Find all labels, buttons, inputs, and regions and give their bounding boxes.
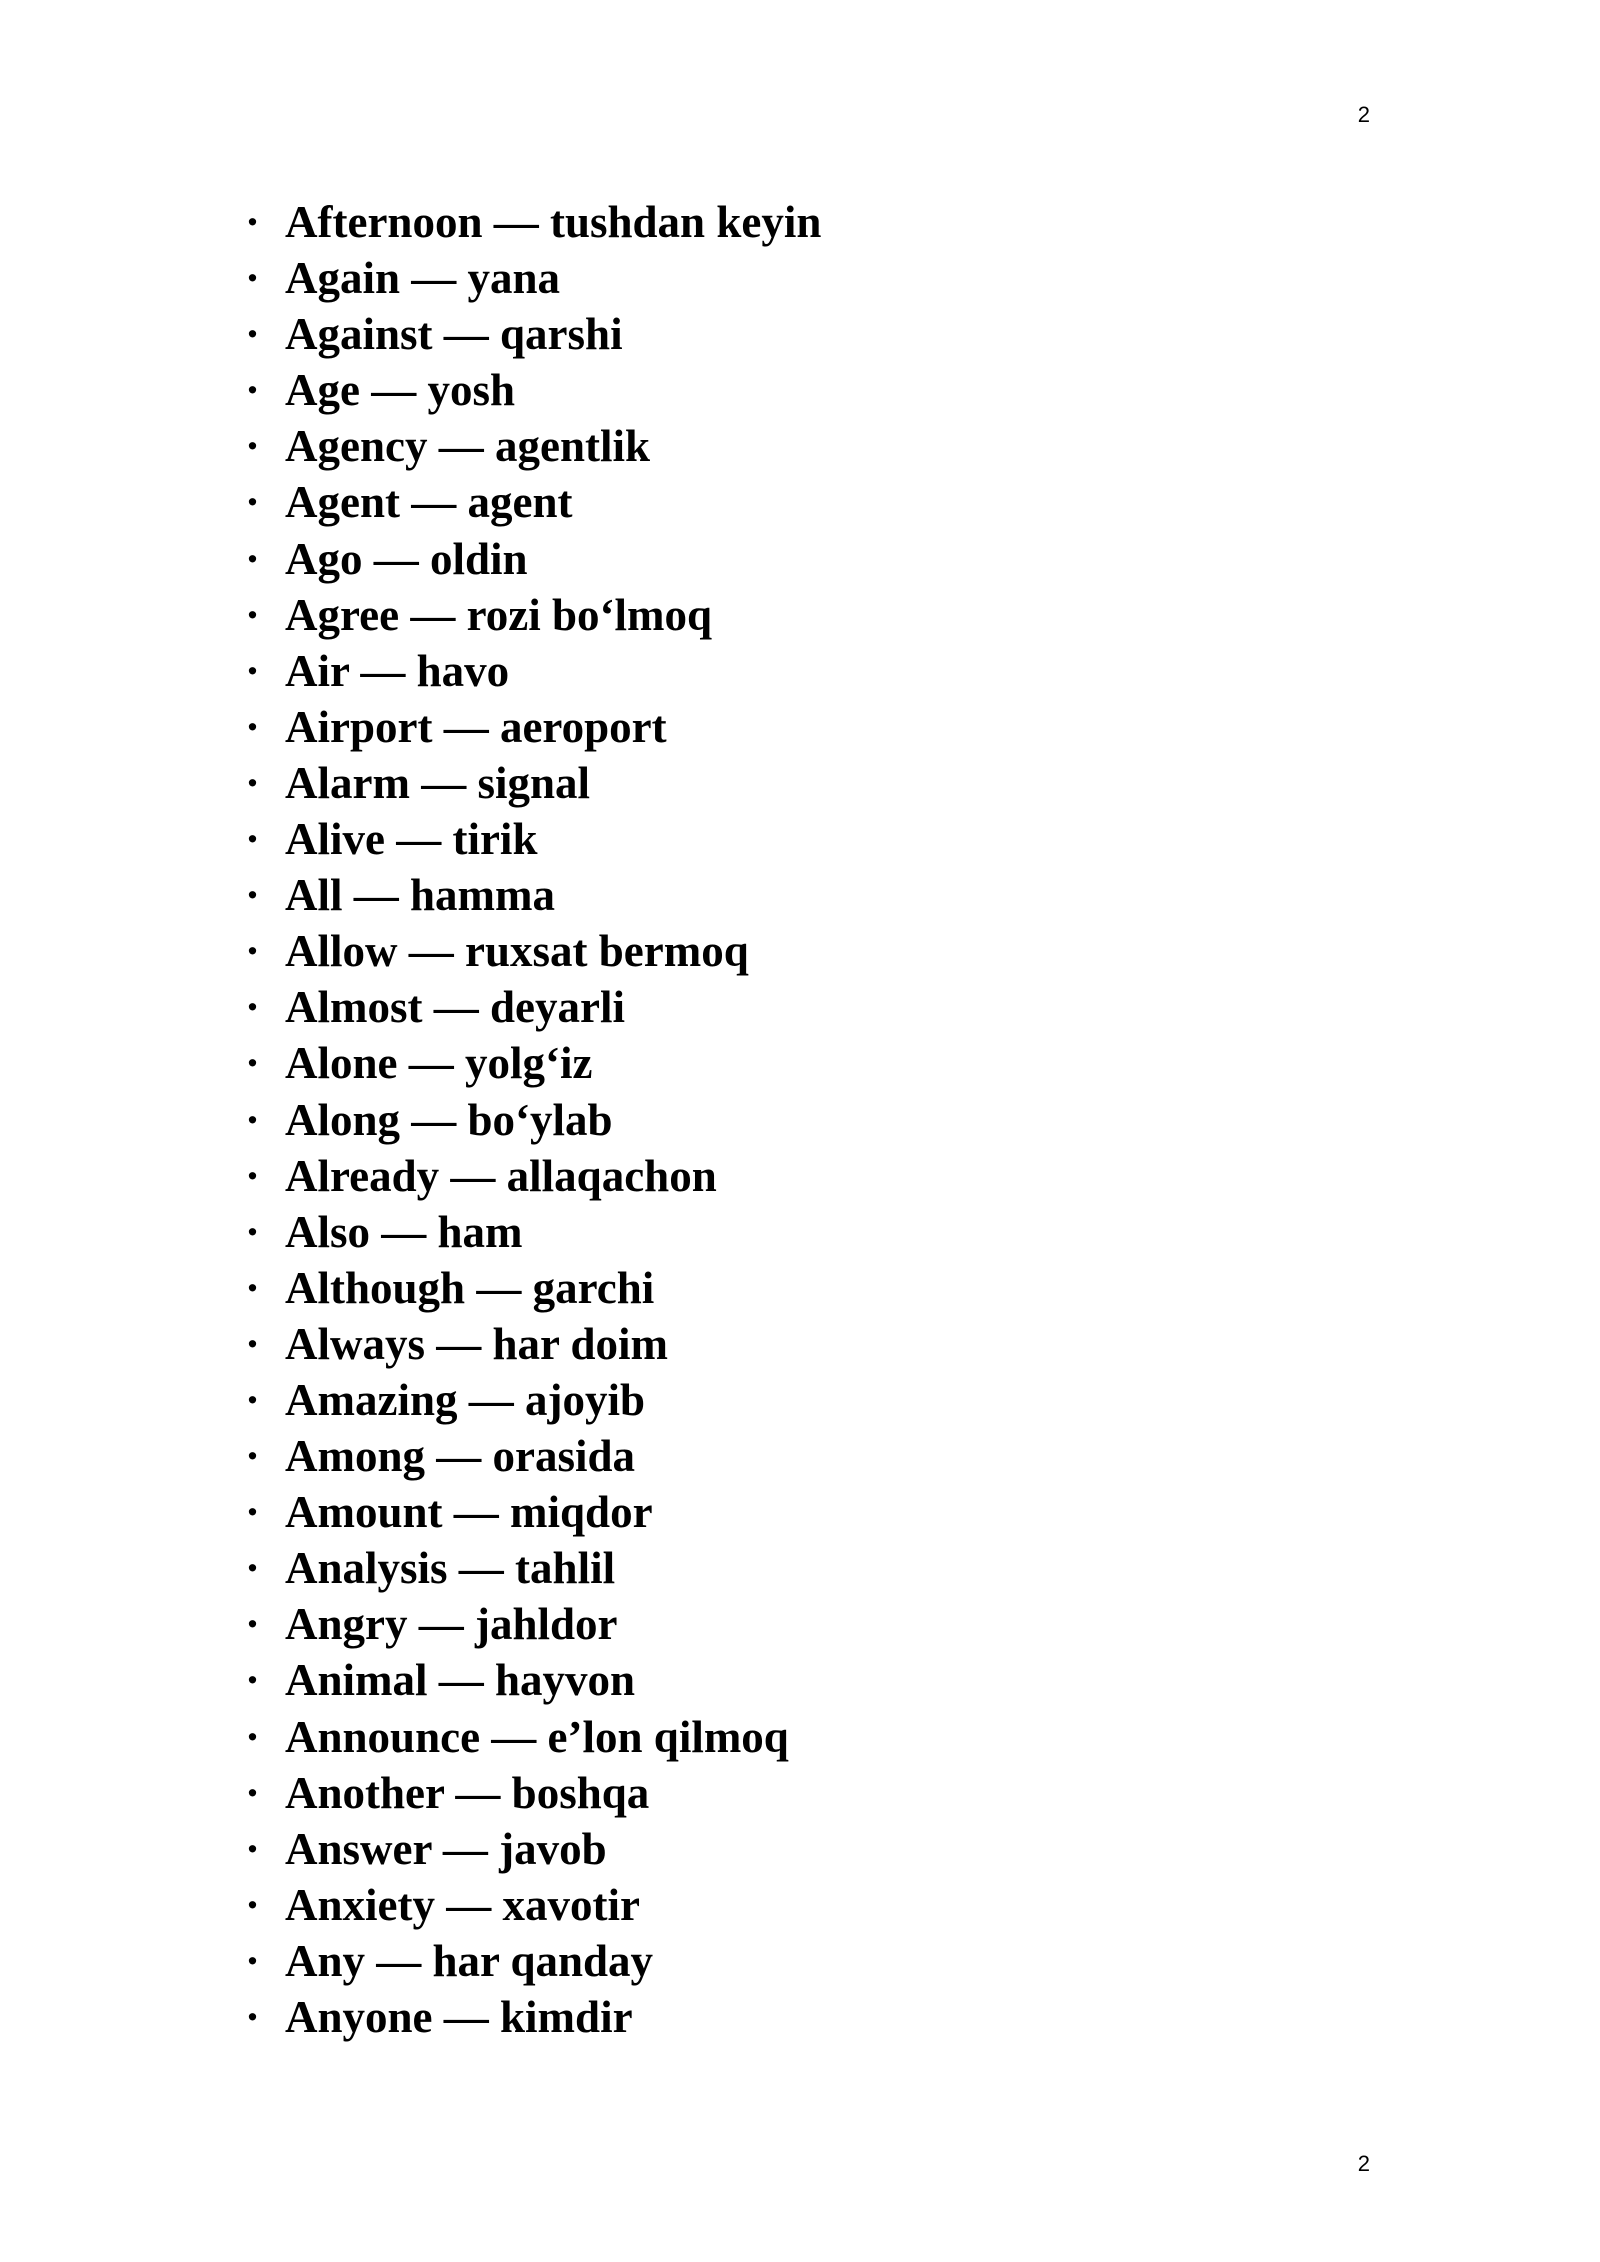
- list-item: [245, 1318, 821, 1374]
- bullet-icon: ·: [245, 1767, 261, 1818]
- entry-text: Agree — rozi bo‘lmoq: [285, 589, 713, 640]
- bullet-icon: ·: [245, 1543, 261, 1594]
- list-item: [245, 196, 821, 252]
- list-item: [245, 1037, 821, 1093]
- bullet-icon: ·: [245, 1992, 261, 2042]
- entry-text: Alive — tirik: [285, 814, 538, 865]
- entry-text: Amazing — ajoyib: [285, 1374, 645, 1425]
- entry-text: Afternoon — tushdan keyin: [285, 197, 822, 247]
- list-item: [245, 925, 821, 981]
- bullet-icon: ·: [245, 1094, 261, 1145]
- list-item: [245, 476, 821, 532]
- list-item: [245, 1542, 821, 1598]
- list-item: [245, 1150, 821, 1206]
- entry-text: Agent — agent: [285, 477, 573, 528]
- bullet-icon: ·: [245, 309, 261, 360]
- entry-text: Almost — deyarli: [285, 982, 625, 1033]
- entry-text: Amount — miqdor: [285, 1487, 653, 1538]
- list-item: [245, 1206, 821, 1262]
- bullet-icon: ·: [245, 870, 261, 921]
- entry-text: Answer — javob: [285, 1823, 607, 1874]
- entry-text: Another — boshqa: [285, 1767, 650, 1818]
- list-item: [245, 308, 821, 364]
- list-item: [245, 981, 821, 1037]
- bullet-icon: ·: [245, 1655, 261, 1706]
- page-number-top: 2: [1357, 102, 1370, 127]
- bullet-icon: ·: [245, 701, 261, 752]
- entry-text: Airport — aeroport: [285, 701, 667, 752]
- bullet-icon: ·: [245, 1150, 261, 1201]
- entry-text: Age — yosh: [285, 365, 516, 416]
- entry-text: Any — har qanday: [285, 1935, 654, 1986]
- entry-text: Allow — ruxsat bermoq: [285, 926, 749, 977]
- entry-text: Again — yana: [285, 253, 561, 304]
- bullet-icon: ·: [245, 1431, 261, 1482]
- bullet-icon: ·: [245, 982, 261, 1033]
- bullet-icon: ·: [245, 1711, 261, 1762]
- entry-text: All — hamma: [285, 870, 555, 921]
- list-item: [245, 364, 821, 420]
- entry-text: Alone — yolg‘iz: [285, 1038, 593, 1089]
- entry-text: Analysis — tahlil: [285, 1543, 616, 1594]
- bullet-icon: ·: [245, 1487, 261, 1538]
- bullet-icon: ·: [245, 589, 261, 640]
- list-item: [245, 589, 821, 645]
- bullet-icon: ·: [245, 365, 261, 416]
- bullet-icon: ·: [245, 1262, 261, 1313]
- bullet-icon: ·: [245, 253, 261, 304]
- list-item: [245, 1879, 821, 1935]
- list-item: [245, 1094, 821, 1150]
- vocabulary-list: [245, 196, 821, 2047]
- entry-text: Among — orasida: [285, 1431, 636, 1482]
- entry-text: Although — garchi: [285, 1262, 655, 1313]
- bullet-icon: ·: [245, 197, 261, 247]
- list-item: [245, 533, 821, 589]
- entry-text: Along — bo‘ylab: [285, 1094, 613, 1145]
- bullet-icon: ·: [245, 421, 261, 472]
- list-item: [245, 645, 821, 701]
- bullet-icon: ·: [245, 1935, 261, 1986]
- bullet-icon: ·: [245, 645, 261, 696]
- bullet-icon: ·: [245, 757, 261, 808]
- list-item: [245, 420, 821, 476]
- list-item: [245, 1374, 821, 1430]
- bullet-icon: ·: [245, 1318, 261, 1369]
- entry-text: Also — ham: [285, 1206, 523, 1257]
- list-item: [245, 1991, 821, 2047]
- entry-text: Angry — jahldor: [285, 1599, 618, 1650]
- bullet-icon: ·: [245, 814, 261, 865]
- list-item: [245, 1262, 821, 1318]
- list-item: [245, 1823, 821, 1879]
- entry-text: Anyone — kimdir: [285, 1992, 633, 2042]
- list-item: [245, 813, 821, 869]
- entry-text: Against — qarshi: [285, 309, 623, 360]
- bullet-icon: ·: [245, 533, 261, 584]
- list-item: [245, 1654, 821, 1710]
- bullet-icon: ·: [245, 1038, 261, 1089]
- entry-text: Ago — oldin: [285, 533, 528, 584]
- entry-text: Agency — agentlik: [285, 421, 650, 472]
- bullet-icon: ·: [245, 926, 261, 977]
- entry-text: Anxiety — xavotir: [285, 1879, 640, 1930]
- page-number-bottom: 2: [1357, 2151, 1370, 2176]
- list-item: [245, 1486, 821, 1542]
- list-item: [245, 252, 821, 308]
- bullet-icon: ·: [245, 1823, 261, 1874]
- list-item: [245, 1598, 821, 1654]
- list-item: [245, 1767, 821, 1823]
- entry-text: Animal — hayvon: [285, 1655, 636, 1706]
- list-item: [245, 757, 821, 813]
- list-item: [245, 1711, 821, 1767]
- entry-text: Announce — e’lon qilmoq: [285, 1711, 789, 1762]
- bullet-icon: ·: [245, 1374, 261, 1425]
- list-item: [245, 701, 821, 757]
- list-item: [245, 869, 821, 925]
- bullet-icon: ·: [245, 1599, 261, 1650]
- list-item: [245, 1430, 821, 1486]
- bullet-icon: ·: [245, 477, 261, 528]
- entry-text: Always — har doim: [285, 1318, 668, 1369]
- entry-text: Already — allaqachon: [285, 1150, 717, 1201]
- bullet-icon: ·: [245, 1879, 261, 1930]
- bullet-icon: ·: [245, 1206, 261, 1257]
- entry-text: Air — havo: [285, 645, 510, 696]
- entry-text: Alarm — signal: [285, 757, 591, 808]
- list-item: [245, 1935, 821, 1991]
